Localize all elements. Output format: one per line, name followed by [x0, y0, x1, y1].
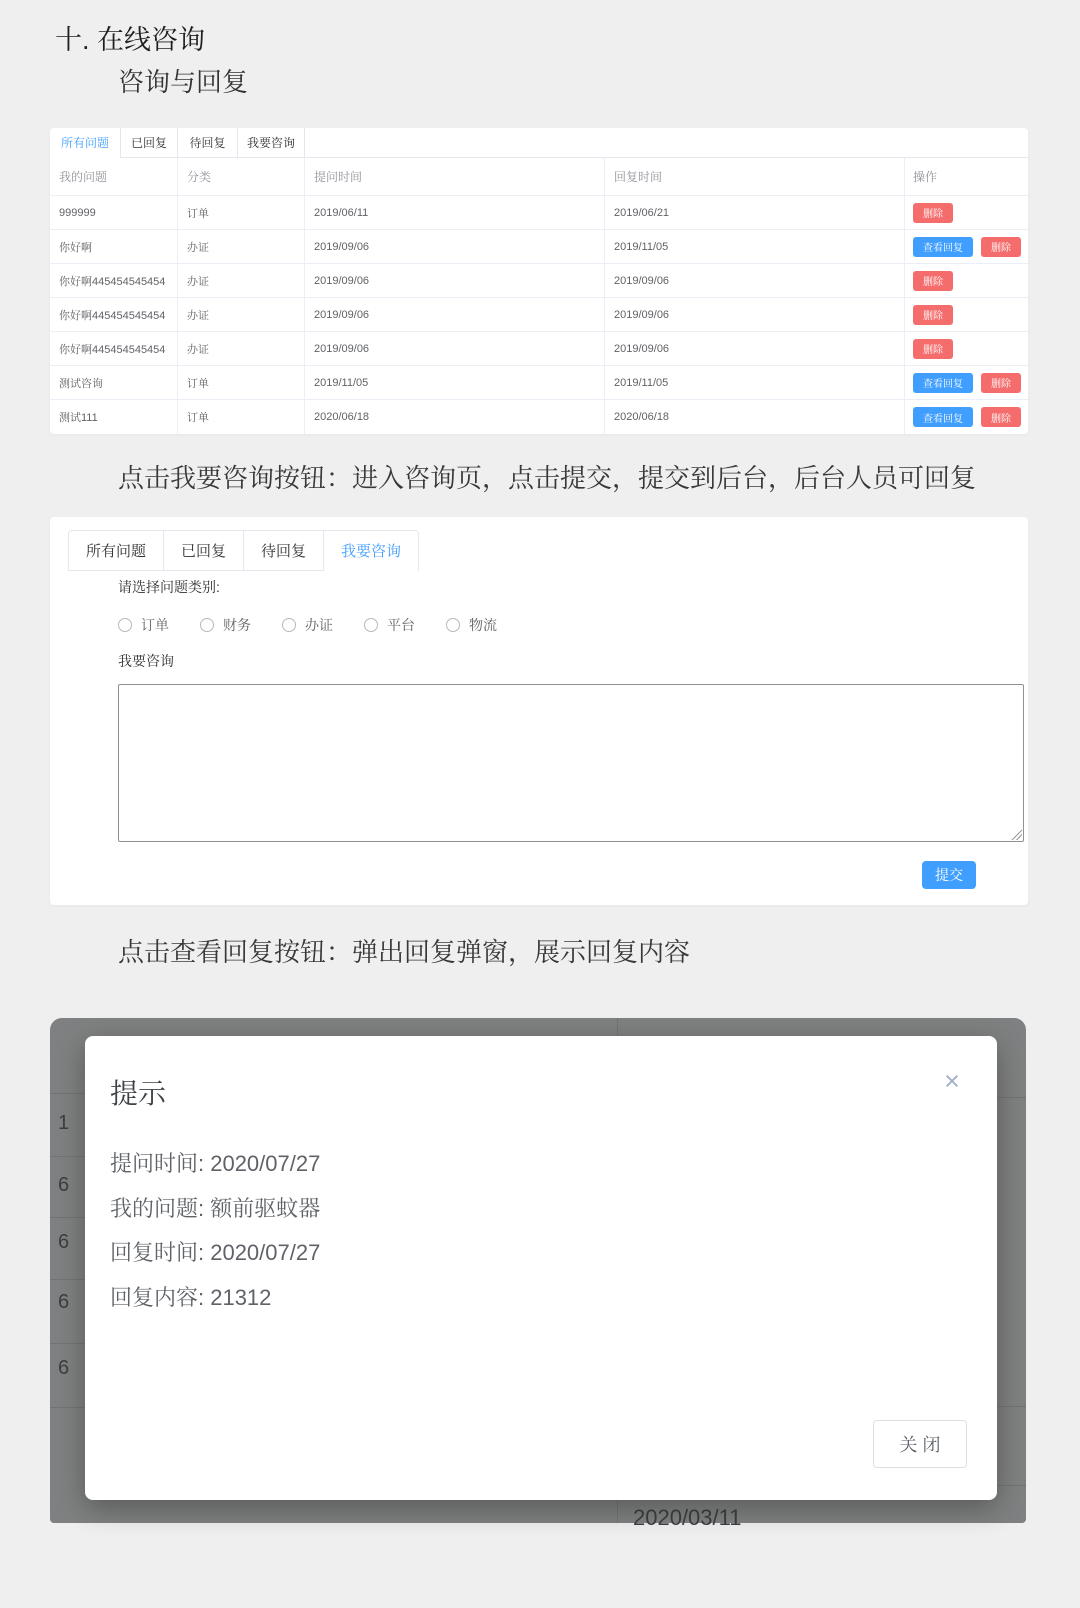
question-cell: 你好啊 [50, 230, 178, 263]
dialog-reply-content: 回复内容: 21312 [110, 1285, 272, 1310]
table-row [50, 400, 1028, 434]
actions-cell [905, 298, 1028, 331]
actions-cell [905, 196, 1028, 229]
category-radio-group [118, 615, 497, 635]
col-question: 我的问题 [50, 158, 178, 195]
resize-grip-icon[interactable] [1011, 829, 1022, 840]
category-cell: 办证 [178, 298, 305, 331]
reply-dialog [85, 1036, 997, 1500]
delete-button[interactable]: 删除 [913, 203, 953, 223]
actions-cell [905, 230, 1028, 263]
view-reply-button[interactable]: 查看回复 [913, 407, 973, 427]
consult-textarea[interactable] [118, 684, 1024, 842]
view-reply-button[interactable]: 查看回复 [913, 237, 973, 257]
form-tab-bar [68, 530, 419, 571]
radio-circle-icon [200, 618, 214, 632]
tab-ask-question[interactable]: 我要咨询 [323, 531, 418, 570]
ask-time-cell: 2019/09/06 [305, 230, 605, 263]
tab-all-questions[interactable]: 所有问题 [50, 128, 121, 157]
overlay-text-fragment: 6 [58, 1231, 70, 1253]
reply-time-cell: 2019/11/05 [605, 230, 905, 263]
close-icon[interactable]: × [937, 1066, 967, 1096]
list-tab-bar [50, 128, 1028, 158]
radio-label: 订单 [141, 617, 169, 633]
reply-time-cell: 2020/06/18 [605, 400, 905, 434]
radio-circle-icon [446, 618, 460, 632]
reply-time-cell: 2019/06/21 [605, 196, 905, 229]
ask-time-cell: 2019/09/06 [305, 332, 605, 365]
dialog-reply-time: 回复时间: 2020/07/27 [110, 1240, 321, 1265]
dialog-question: 我的问题: 额前驱蚊器 [110, 1196, 321, 1221]
delete-button[interactable]: 删除 [913, 339, 953, 359]
question-cell: 999999 [50, 196, 178, 229]
radio-label: 物流 [469, 617, 497, 633]
delete-button[interactable]: 删除 [981, 237, 1021, 257]
table-row [50, 196, 1028, 230]
radio-certificate[interactable] [282, 615, 333, 635]
dialog-close-button[interactable]: 关 闭 [873, 1420, 967, 1468]
delete-button[interactable]: 删除 [913, 271, 953, 291]
consult-textarea-label: 我要咨询 [118, 653, 174, 669]
ask-time-cell: 2019/09/06 [305, 298, 605, 331]
tab-replied[interactable]: 已回复 [121, 128, 178, 157]
radio-circle-icon [364, 618, 378, 632]
col-reply-time: 回复时间 [605, 158, 905, 195]
reply-time-cell: 2019/11/05 [605, 366, 905, 399]
table-row [50, 332, 1028, 366]
table-row [50, 230, 1028, 264]
category-cell: 办证 [178, 264, 305, 297]
category-group-label: 请选择问题类别: [118, 579, 220, 595]
actions-cell [905, 366, 1028, 399]
tab-pending-reply[interactable]: 待回复 [243, 531, 323, 570]
question-cell: 测试咨询 [50, 366, 178, 399]
reply-time-cell: 2019/09/06 [605, 298, 905, 331]
question-cell: 测试111 [50, 400, 178, 434]
question-cell: 你好啊445454545454 [50, 264, 178, 297]
overlay-row-line [997, 1485, 1026, 1486]
radio-circle-icon [118, 618, 132, 632]
col-actions: 操作 [913, 170, 938, 184]
radio-platform[interactable] [364, 615, 415, 635]
category-cell: 办证 [178, 332, 305, 365]
overlay-row-line [50, 1343, 86, 1344]
actions-cell [905, 332, 1028, 365]
ask-time-cell: 2019/06/11 [305, 196, 605, 229]
caption-consult: 点击我要咨询按钮：进入咨询页，点击提交，提交到后台，后台人员可回复 [118, 463, 977, 493]
tab-ask-question[interactable]: 我要咨询 [238, 128, 305, 157]
question-cell: 你好啊445454545454 [50, 298, 178, 331]
delete-button[interactable]: 删除 [981, 407, 1021, 427]
radio-order[interactable] [118, 615, 169, 635]
actions-cell [905, 400, 1028, 434]
page-title: 十. 在线咨询 [55, 25, 206, 55]
consult-textarea-wrap [118, 684, 1024, 842]
view-reply-button[interactable]: 查看回复 [913, 373, 973, 393]
actions-cell [905, 264, 1028, 297]
reply-time-cell: 2019/09/06 [605, 332, 905, 365]
category-cell: 办证 [178, 230, 305, 263]
overlay-row-line [50, 1156, 86, 1157]
table-header [50, 158, 1028, 196]
overlay-text-fragment: 1 [58, 1112, 70, 1134]
overlay-row-line [50, 1093, 86, 1094]
radio-circle-icon [282, 618, 296, 632]
category-cell: 订单 [178, 366, 305, 399]
caption-reply: 点击查看回复按钮：弹出回复弹窗，展示回复内容 [118, 937, 691, 967]
category-cell: 订单 [178, 196, 305, 229]
ask-time-cell: 2019/09/06 [305, 264, 605, 297]
col-ask-time: 提问时间 [305, 158, 605, 195]
radio-label: 财务 [223, 617, 251, 633]
delete-button[interactable]: 删除 [981, 373, 1021, 393]
radio-logistics[interactable] [446, 615, 497, 635]
section-subtitle: 咨询与回复 [118, 67, 249, 97]
submit-button[interactable]: 提交 [922, 861, 976, 889]
category-cell: 订单 [178, 400, 305, 434]
table-row [50, 366, 1028, 400]
overlay-row-line [997, 1406, 1026, 1407]
dialog-title: 提示 [110, 1078, 167, 1109]
overlay-text-fragment: 6 [58, 1357, 70, 1379]
overlay-row-line [50, 1407, 86, 1408]
question-cell: 你好啊445454545454 [50, 332, 178, 365]
radio-label: 平台 [387, 617, 415, 633]
ask-time-cell: 2019/11/05 [305, 366, 605, 399]
delete-button[interactable]: 删除 [913, 305, 953, 325]
radio-label: 办证 [305, 617, 333, 633]
consult-form-panel [50, 517, 1028, 905]
table-row [50, 264, 1028, 298]
col-category: 分类 [178, 158, 305, 195]
tab-all-questions[interactable]: 所有问题 [86, 543, 147, 560]
overlay-text-fragment: 6 [58, 1291, 70, 1313]
reply-time-cell: 2019/09/06 [605, 264, 905, 297]
tab-pending-reply[interactable]: 待回复 [178, 128, 238, 157]
question-list-panel [50, 128, 1028, 434]
overlay-row-line [50, 1279, 86, 1280]
dialog-ask-time: 提问时间: 2020/07/27 [110, 1151, 321, 1176]
overlay-text-fragment: 6 [58, 1174, 70, 1196]
overlay-row-line [50, 1217, 86, 1218]
overlay-date-fragment: 2020/03/11 [633, 1505, 742, 1530]
overlay-row-line [997, 1097, 1026, 1098]
ask-time-cell: 2020/06/18 [305, 400, 605, 434]
radio-finance[interactable] [200, 615, 251, 635]
table-row [50, 298, 1028, 332]
tab-replied[interactable]: 已回复 [163, 531, 243, 570]
